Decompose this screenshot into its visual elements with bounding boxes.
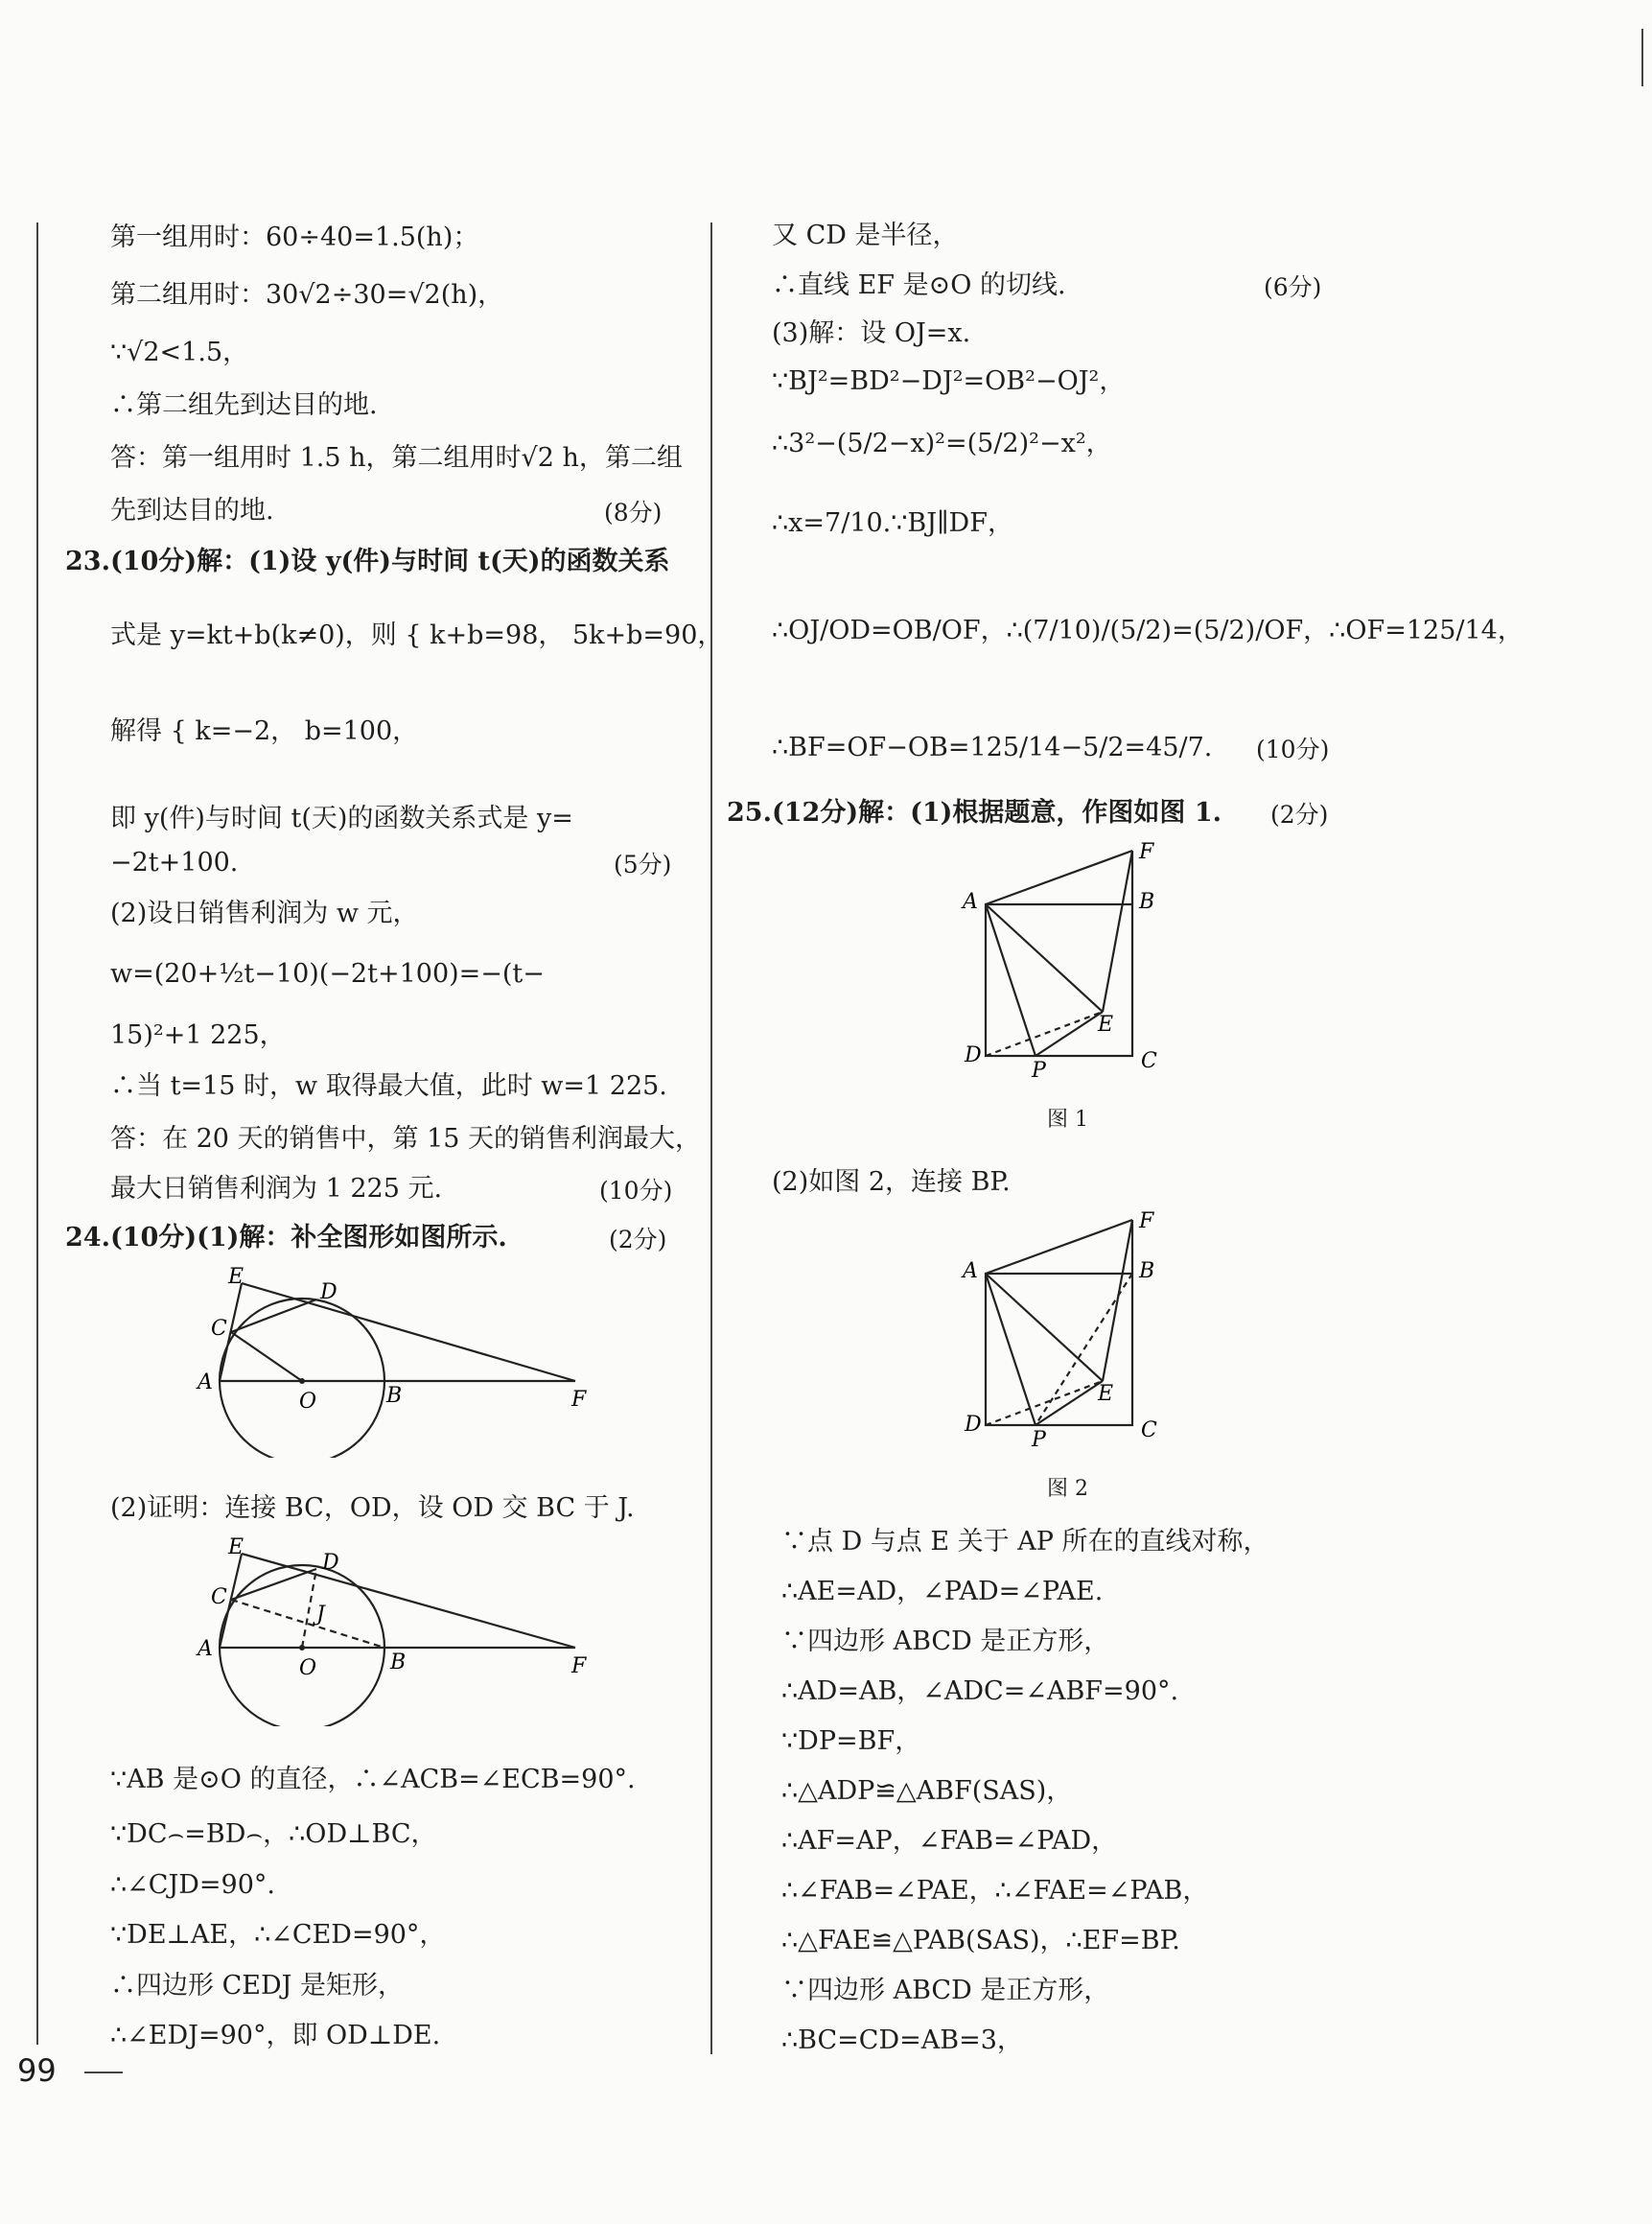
fig-label: F [1139,840,1154,864]
fig-label: B [1139,890,1155,914]
text-line: 解得 { k=−2， b=100， [110,716,419,746]
fig-label: B [386,1384,403,1408]
score-mark: (10分) [599,1177,673,1205]
text-line: 即 y(件)与时间 t(天)的函数关系式是 y= [110,804,573,833]
text-line: 最大日销售利润为 1 225 元. [110,1174,443,1204]
segment-cb [231,1600,384,1648]
segment-af [986,1220,1132,1274]
fig-label: D [322,1551,339,1575]
text-line: ∵BJ²=BD²−DJ²=OB²−OJ²， [772,366,1126,396]
fig-label: F [1139,1209,1154,1233]
figure-caption: 图 1 [1047,1108,1088,1132]
text-line: (3)解：设 OJ=x. [772,318,971,348]
text-line: 又 CD 是半径， [772,221,959,250]
fig-label: E [1098,1382,1114,1406]
fig-label: A [198,1370,213,1394]
text-line: ∴直线 EF 是⊙O 的切线. [772,270,1066,300]
square-figure-1 [959,839,1189,1089]
fig-label: F [571,1654,587,1678]
text-line: ∴四边形 CEDJ 是矩形， [110,1971,405,2001]
problem-24-header: 24.(10分)(1)解：补全图形如图所示. [65,1223,507,1252]
square-figure-2 [959,1208,1189,1458]
circle-figure-1 [192,1266,614,1458]
segment-fe [1103,1220,1132,1381]
fig-label: P [1032,1428,1046,1452]
segment-co [231,1332,302,1381]
text-line: ∴第二组先到达目的地. [110,390,378,420]
fig-label: O [299,1656,317,1680]
page-number-dash [84,2072,123,2073]
fig-label: A [198,1637,213,1661]
fig-label: A [963,1259,978,1283]
text-line: ∵四边形 ABCD 是正方形， [781,1976,1110,2005]
column-divider [710,222,712,2054]
figure-caption: 图 2 [1047,1477,1088,1501]
fig-label: D [965,1043,982,1067]
score-mark: (2分) [1270,801,1329,829]
score-mark: (6分) [1264,273,1322,301]
fig-label: E [1098,1013,1114,1037]
fig-label: P [1032,1059,1046,1083]
text-line: ∴∠EDJ=90°，即 OD⊥DE. [110,2021,441,2050]
text-line: ∴∠FAB=∠PAE，∴∠FAE=∠PAB， [781,1876,1209,1906]
fig-label: O [299,1390,317,1414]
text-line: 第二组用时：30√2÷30=√2(h)， [110,280,504,310]
fig-label: J [316,1603,325,1627]
text-line: 15)²+1 225， [110,1020,286,1050]
text-line: ∴AF=AP，∠FAB=∠PAD， [781,1826,1118,1856]
text-line: (2)如图 2，连接 BP. [772,1167,1011,1197]
text-line: ∵点 D 与点 E 关于 AP 所在的直线对称， [781,1527,1269,1557]
fig-label: C [211,1317,227,1341]
fig-label: C [211,1585,227,1609]
point-o [299,1645,305,1650]
segment-ef [242,1283,575,1381]
text-line: ∴BF=OF−OB=125/14−5/2=45/7. [772,733,1213,762]
text-line: ∴AD=AB，∠ADC=∠ABF=90°. [781,1676,1179,1706]
fig-label: C [1141,1049,1157,1073]
text-line: 答：第一组用时 1.5 h，第二组用时√2 h，第二组 [110,443,683,473]
text-line: ∴△FAE≌△PAB(SAS)，∴EF=BP. [781,1926,1180,1955]
text-line: (2)设日销售利润为 w 元， [110,899,419,928]
text-line: 先到达目的地. [110,496,274,526]
point-o [299,1378,305,1384]
text-line: ∴BC=CD=AB=3， [781,2025,1023,2055]
text-line: ∴△ADP≌△ABF(SAS)， [781,1776,1073,1806]
text-line: ∴3²−(5/2−x)²=(5/2)²−x²， [772,429,1112,458]
score-mark: (5分) [614,851,672,878]
text-line: 答：在 20 天的销售中，第 15 天的销售利润最大， [110,1124,702,1154]
text-line: 第一组用时：60÷40=1.5(h)； [110,222,479,252]
text-line: ∴OJ/OD=OB/OF，∴(7/10)/(5/2)=(5/2)/OF，∴OF=125/14， [772,616,1524,645]
score-mark: (10分) [1256,736,1330,763]
text-line: ∵DE⊥AE，∴∠CED=90°， [110,1920,446,1950]
page-number: 99 [17,2052,57,2089]
text-line: (2)证明：连接 BC，OD，设 OD 交 BC 于 J. [110,1493,635,1523]
fig-label: A [963,890,978,914]
fig-label: D [320,1280,337,1304]
fig-label: E [228,1266,244,1289]
segment-cd [231,1569,316,1600]
fig-label: B [1139,1259,1155,1283]
segment-ef [242,1554,575,1648]
score-mark: (8分) [604,499,663,527]
text-line: ∵√2<1.5， [110,338,249,367]
text-line: ∵四边形 ABCD 是正方形， [781,1627,1110,1656]
text-line: ∴∠CJD=90°. [110,1870,275,1900]
text-line: ∵DP=BF， [781,1726,921,1756]
fig-label: C [1141,1418,1157,1442]
segment-af [986,851,1132,904]
problem-25-header: 25.(12分)解：(1)根据题意，作图如图 1. [727,798,1222,828]
score-mark: (2分) [609,1226,667,1253]
right-edge-rule [1641,29,1643,86]
fig-label: D [965,1413,982,1437]
fig-label: F [571,1388,587,1412]
text-line: ∵DC⌢=BD⌢，∴OD⊥BC， [110,1819,437,1849]
text-line: −2t+100. [110,848,239,878]
fig-label: B [390,1650,407,1674]
text-line: w=(20+½t−10)(−2t+100)=−(t− [110,959,545,989]
segment-fe [1103,851,1132,1012]
text-line: ∴AE=AD，∠PAD=∠PAE. [781,1577,1104,1606]
fig-label: E [228,1535,244,1559]
text-line: 式是 y=kt+b(k≠0)，则 { k+b=98， 5k+b=90， [110,620,724,650]
circle-figure-2 [192,1534,614,1726]
text-line: ∵AB 是⊙O 的直径，∴∠ACB=∠ECB=90°. [110,1765,636,1794]
segment-od [302,1569,316,1648]
text-line: ∴当 t=15 时，w 取得最大值，此时 w=1 225. [110,1071,667,1101]
text-line: ∴x=7/10.∵BJ∥DF， [772,508,1013,538]
left-margin-rule [36,222,38,2045]
problem-23-header: 23.(10分)解：(1)设 y(件)与时间 t(天)的函数关系 [65,547,670,576]
